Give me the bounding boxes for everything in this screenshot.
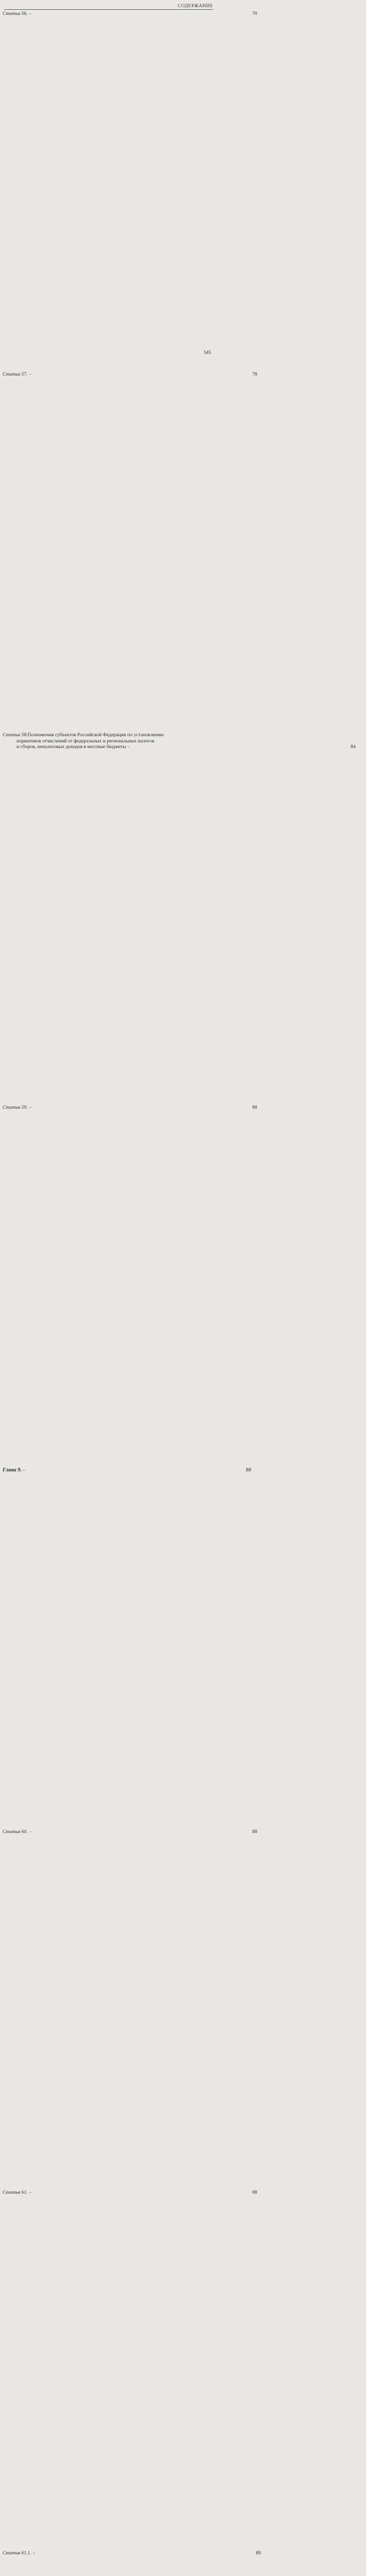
page-ref: 88	[252, 1829, 257, 1835]
article-title: Полномочия субъектов Российской Федерации по установлению	[27, 732, 164, 738]
leader-dots	[29, 374, 31, 375]
toc-entry	[3, 2550, 261, 2576]
table-of-contents	[3, 11, 356, 2576]
page-ref: 88	[246, 1467, 252, 1473]
article-number: Статья 60.	[3, 1829, 28, 1835]
toc-entry	[3, 11, 257, 371]
leader-dots	[29, 13, 31, 14]
page-ref: 70	[252, 11, 257, 16]
chapter-heading	[3, 1467, 252, 1828]
leader-dots	[29, 2192, 31, 2193]
running-header: СОДЕРЖАНИЕ	[178, 3, 213, 8]
article-number: Статья 57.	[3, 371, 28, 377]
page-ref: 88	[252, 1105, 257, 1111]
toc-entry	[3, 732, 210, 738]
toc-entry	[3, 1829, 257, 2190]
article-number: Статья 61.1.	[3, 2550, 31, 2556]
toc-entry	[3, 371, 257, 732]
page-ref: 78	[252, 371, 257, 377]
page-ref: 84	[351, 744, 356, 750]
article-number: Статья 58.	[3, 732, 28, 738]
toc-entry	[3, 1105, 257, 1465]
page-ref: 89	[256, 2550, 261, 2556]
continuation-text: и сборов, неналоговых доходов в местные бюджеты	[16, 744, 126, 750]
article-number: Статья 56.	[3, 11, 28, 16]
toc-entry	[3, 2190, 257, 2550]
leader-dots	[29, 1107, 31, 1108]
article-number: Статья 59.	[3, 1105, 28, 1111]
page-number: 545	[203, 350, 211, 356]
header-rule	[4, 9, 213, 10]
page-ref: 88	[252, 2190, 257, 2196]
article-number: Статья 61.	[3, 2190, 28, 2196]
article-title-continuation: нормативов отчислений от федеральных и региональных налогов	[16, 738, 154, 744]
article-title-continuation	[3, 744, 356, 1105]
chapter-number: Глава 9.	[3, 1467, 22, 1473]
